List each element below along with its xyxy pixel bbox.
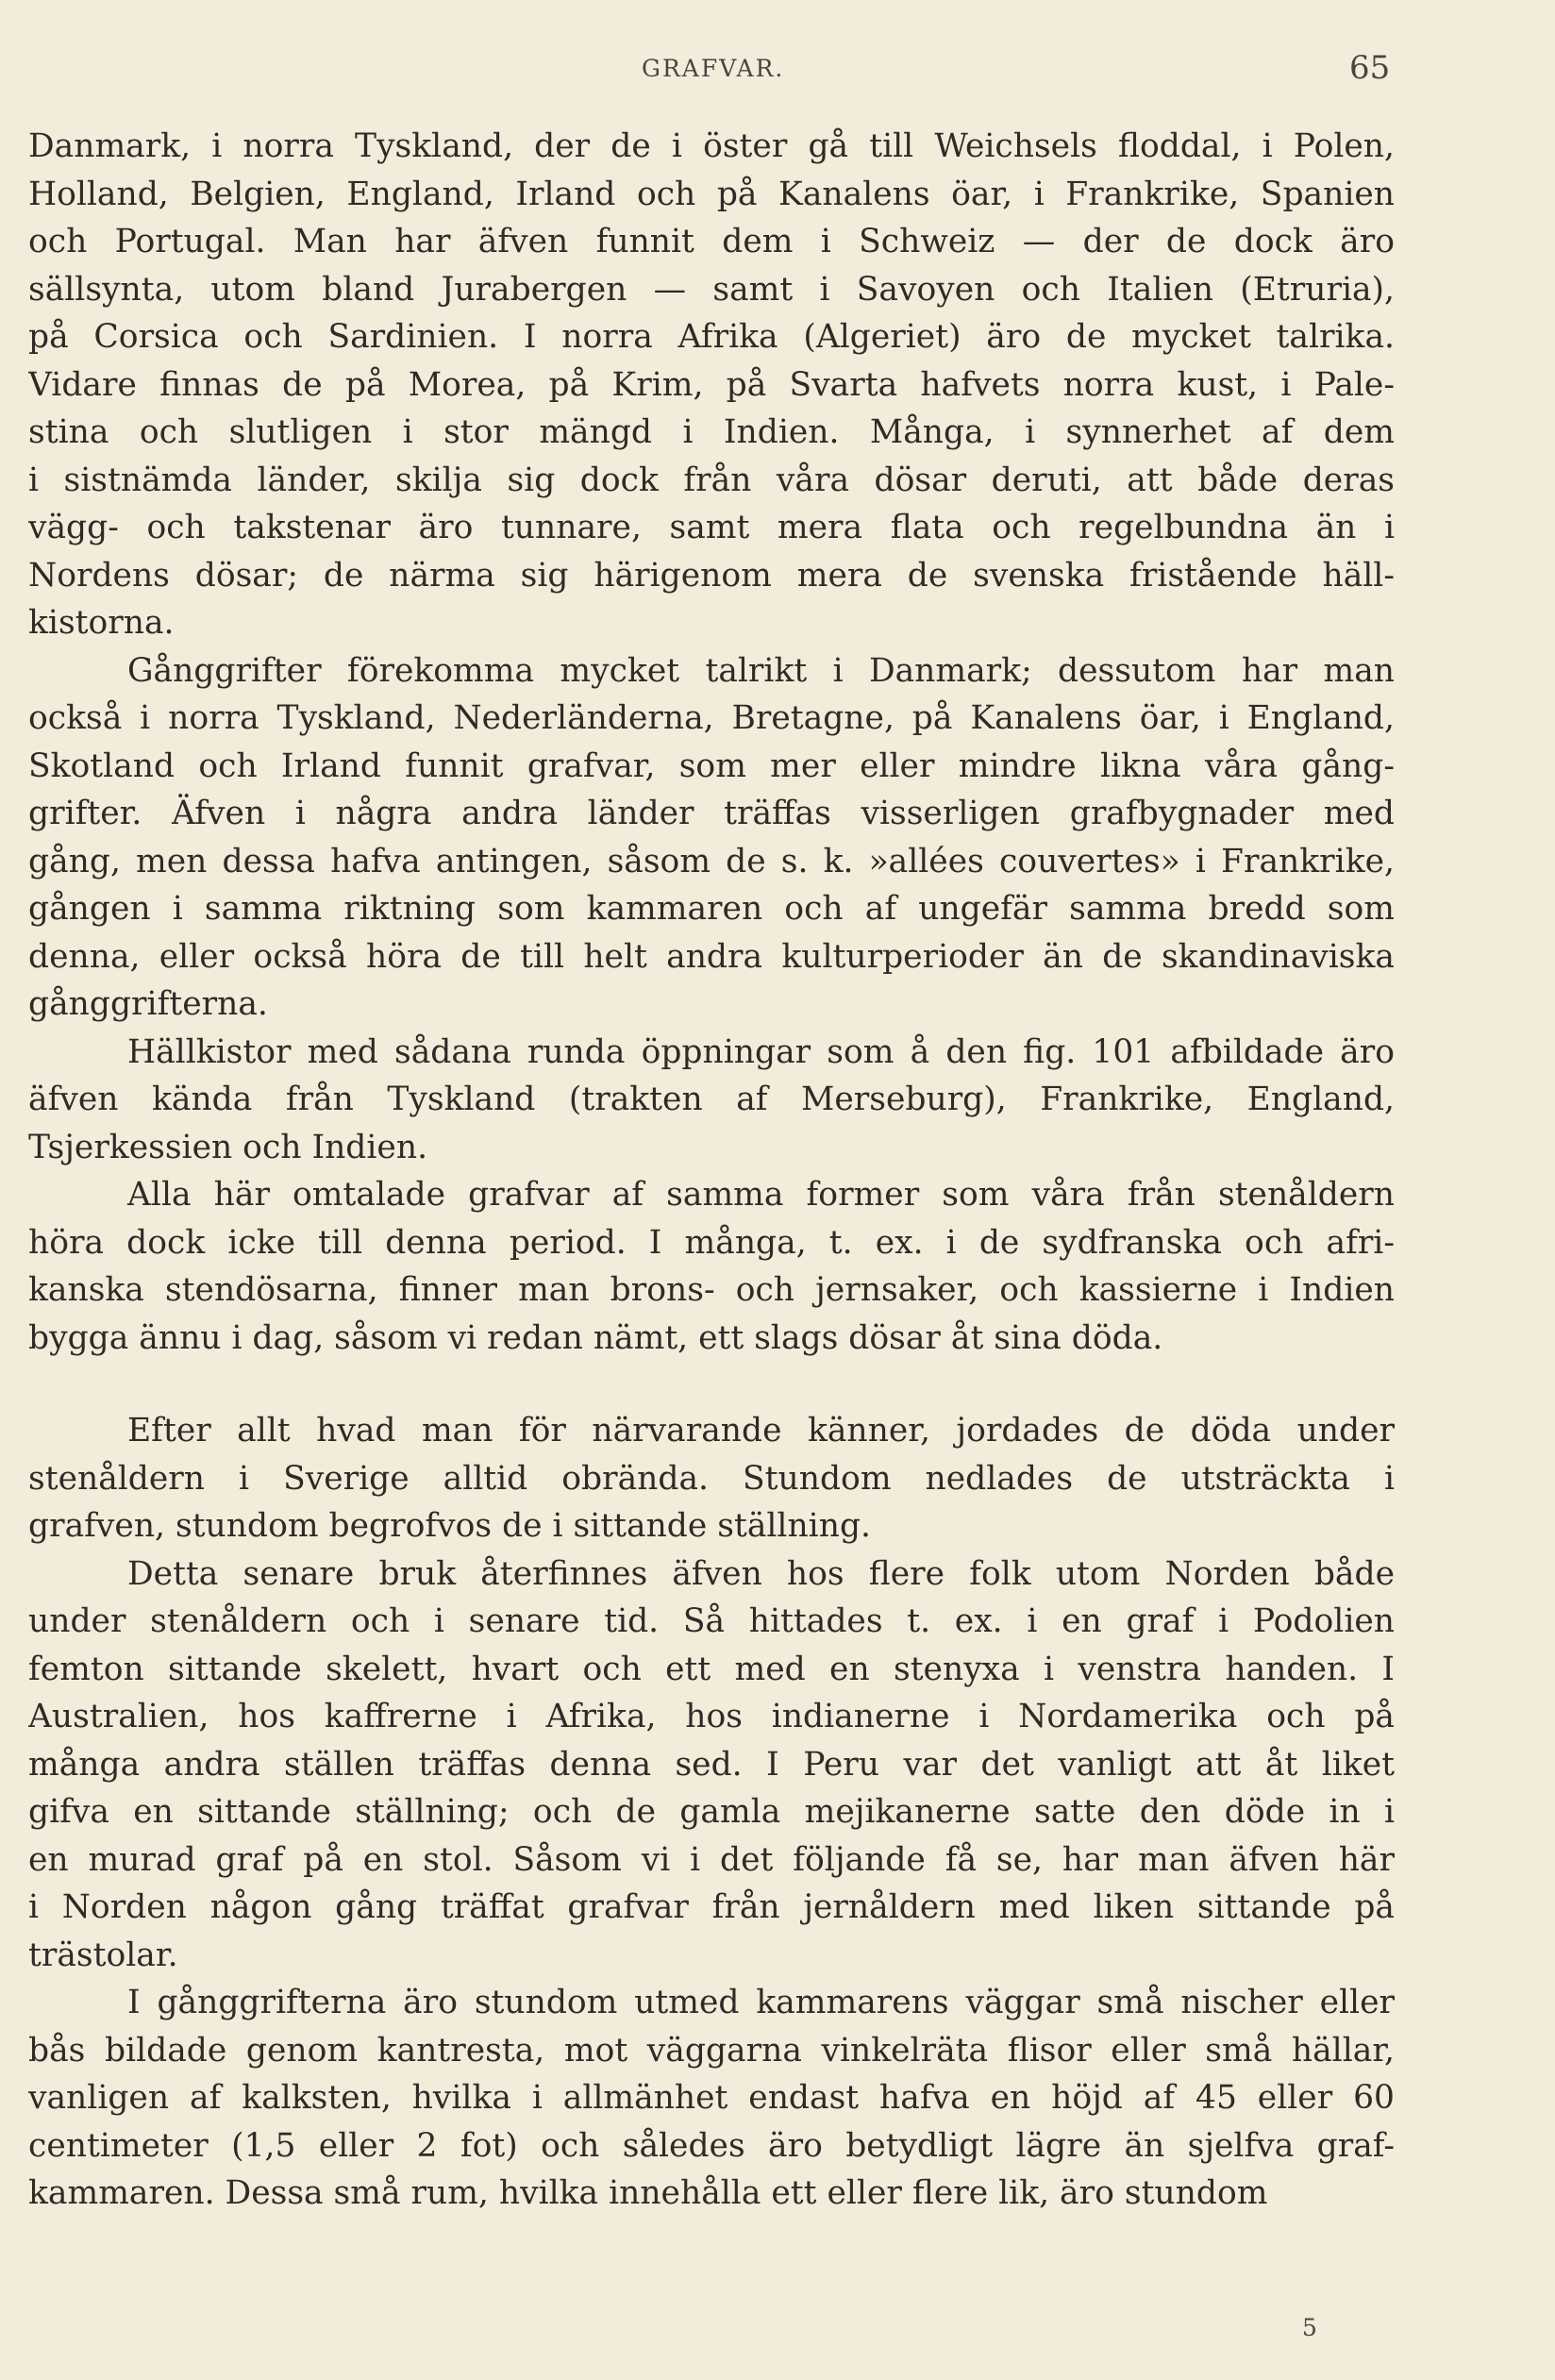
text-line: trästolar. xyxy=(28,1936,178,1974)
page-number: 65 xyxy=(1349,49,1391,87)
text-line: kanska stendösarna, finner man brons- och jernsaker, och kassierne i Indien xyxy=(28,1271,1395,1309)
text-line: gång, men dessa hafva antingen, såsom de s. k. »allées couvertes» i Frankrike, xyxy=(28,842,1395,880)
paragraph-p1 xyxy=(28,123,1395,647)
text-line: kammaren. Dessa små rum, hvilka innehålla ett eller flere lik, äro stundom xyxy=(28,2174,1268,2212)
text-line: stenåldern i Sverige alltid obrända. Stundom nedlades de utsträckta i xyxy=(28,1459,1395,1498)
text-line: stina och slutligen i stor mängd i Indien. Många, i synnerhet af dem xyxy=(28,413,1395,451)
text-line: också i norra Tyskland, Nederländerna, Bretagne, på Kanalens öar, i England, xyxy=(28,699,1395,737)
text-line: höra dock icke till denna period. I många, t. ex. i de sydfranska och afri- xyxy=(28,1223,1395,1262)
paragraph-p3 xyxy=(28,1029,1395,1172)
text-line: grafven, stundom begrofvos de i sittande ställning. xyxy=(28,1507,871,1545)
text-line: Detta senare bruk återfinnes äfven hos flere folk utom Norden både xyxy=(127,1554,1395,1593)
paragraph-p2 xyxy=(28,647,1395,1029)
text-line: I gånggrifterna äro stundom utmed kammarens väggar små nischer eller xyxy=(127,1984,1395,2021)
running-head: GRAFVAR. xyxy=(642,55,785,82)
text-line: under stenåldern och i senare tid. Så hittades t. ex. i en graf i Podolien xyxy=(28,1602,1395,1640)
signature-mark: 5 xyxy=(1302,2314,1317,2341)
text-line: vägg- och takstenar äro tunnare, samt mera flata och regelbundna än i xyxy=(28,509,1395,546)
text-line: en murad graf på en stol. Såsom vi i det följande få se, har man äfven här xyxy=(28,1840,1395,1879)
text-line: i Norden någon gång träffat grafvar från jernåldern med liken sittande på xyxy=(28,1888,1395,1926)
text-line: Holland, Belgien, England, Irland och på Kanalens öar, i Frankrike, Spanien xyxy=(28,175,1395,213)
text-line: Hällkistor med sådana runda öppningar som å den fig. 101 afbildade äro xyxy=(127,1032,1395,1071)
text-line: bygga ännu i dag, såsom vi redan nämt, ett slags dösar åt sina döda. xyxy=(28,1318,1163,1357)
text-line: på Corsica och Sardinien. I norra Afrika (Algeriet) äro de mycket talrika. xyxy=(28,318,1395,356)
text-line: femton sittande skelett, hvart och ett med en stenyxa i venstra handen. I xyxy=(28,1650,1395,1688)
paragraph-p6 xyxy=(28,1550,1395,1980)
text-line: många andra ställen träffas denna sed. I Peru var det vanligt att åt liket xyxy=(28,1745,1395,1784)
text-line: Vidare finnas de på Morea, på Krim, på Svarta hafvets norra kust, i Pale- xyxy=(28,365,1395,404)
text-line: Danmark, i norra Tyskland, der de i öster gå till Weichsels floddal, i Polen, xyxy=(28,127,1395,165)
text-line: Tsjerkessien och Indien. xyxy=(28,1128,428,1166)
paragraph-p4 xyxy=(28,1171,1395,1362)
text-line: Skotland och Irland funnit grafvar, som mer eller mindre likna våra gång- xyxy=(28,746,1395,785)
text-line: centimeter (1,5 eller 2 fot) och således äro betydligt lägre än sjelfva graf- xyxy=(28,2126,1395,2165)
text-line: äfven kända från Tyskland (trakten af Merseburg), Frankrike, England, xyxy=(28,1081,1395,1118)
text-line: Efter allt hvad man för närvarande känner, jordades de döda under xyxy=(127,1412,1395,1450)
section-break xyxy=(28,1362,1395,1407)
body-text xyxy=(28,123,1395,2218)
paragraph-p5 xyxy=(28,1407,1395,1550)
text-line: kistorna. xyxy=(28,604,175,642)
text-line: och Portugal. Man har äfven funnit dem i Schweiz — der de dock äro xyxy=(28,223,1395,260)
text-line: sällsynta, utom bland Jurabergen — samt i Savoyen och Italien (Etruria), xyxy=(28,270,1395,309)
text-line: grifter. Äfven i några andra länder träffas visserligen grafbygnader med xyxy=(28,795,1395,832)
text-line: Australien, hos kaffrerne i Afrika, hos indianerne i Nordamerika och på xyxy=(28,1698,1395,1735)
text-line: vanligen af kalksten, hvilka i allmänhet endast hafva en höjd af 45 eller 60 xyxy=(28,2079,1395,2117)
text-line: i sistnämda länder, skilja sig dock från våra dösar deruti, att både deras xyxy=(28,461,1395,499)
paragraph-p7 xyxy=(28,1979,1395,2218)
text-line: bås bildade genom kantresta, mot väggarna vinkelräta flisor eller små hällar, xyxy=(28,2031,1395,2070)
text-line: denna, eller också höra de till helt andra kulturperioder än de skandinaviska xyxy=(28,937,1395,976)
text-line: gifva en sittande ställning; och de gamla mejikanerne satte den döde in i xyxy=(28,1793,1395,1831)
text-line: gånggrifterna. xyxy=(28,985,268,1023)
text-line: Nordens dösar; de närma sig härigenom mera de svenska fristående häll- xyxy=(28,556,1395,595)
text-line: Gånggrifter förekomma mycket talrikt i Danmark; dessutom har man xyxy=(127,651,1395,690)
text-line: Alla här omtalade grafvar af samma former som våra från stenåldern xyxy=(127,1176,1395,1214)
text-line: gången i samma riktning som kammaren och af ungefär samma bredd som xyxy=(28,890,1395,928)
